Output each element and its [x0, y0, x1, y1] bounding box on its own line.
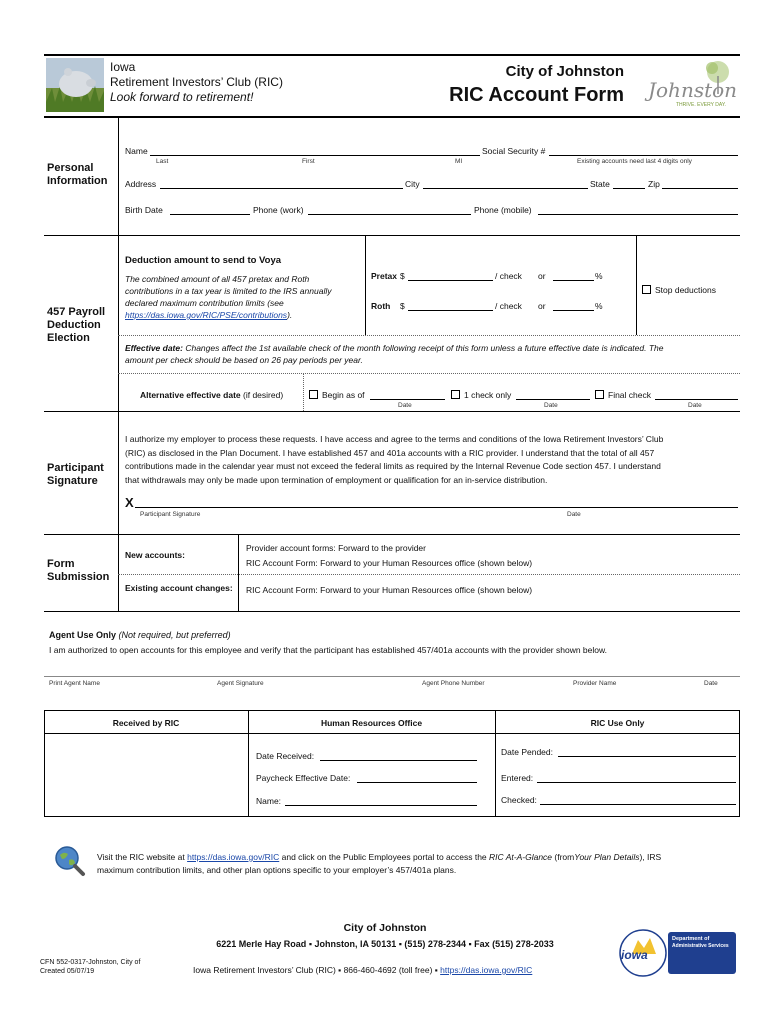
last-label: Last	[156, 158, 169, 165]
date-received-field[interactable]	[320, 751, 477, 761]
roth-or: or	[538, 301, 546, 311]
signature-date-caption: Date	[567, 511, 581, 518]
state-field[interactable]	[613, 179, 645, 189]
one-check-checkbox[interactable]	[451, 390, 460, 399]
footer-ric-line: Iowa Retirement Investors’ Club (RIC) ▪ 866-460-4692 (toll free) ▪ https://das.iowa.gov/RIC	[193, 965, 533, 975]
johnston-logo	[648, 58, 738, 112]
ssn-label: Social Security #	[482, 146, 546, 156]
phone-mobile-field[interactable]	[538, 205, 738, 215]
globe-search-icon	[52, 843, 86, 877]
final-check-date-field[interactable]	[655, 390, 738, 400]
pretax-per-check: / check	[495, 271, 522, 281]
checked-label: Checked:	[501, 795, 537, 805]
submission-section-label: Form Submission	[47, 558, 110, 583]
date-pended-field[interactable]	[558, 747, 736, 757]
date-received-label: Date Received:	[256, 751, 315, 761]
agent-title: Agent Use Only (Not required, but preferred)	[49, 630, 231, 640]
begin-label: Begin as of	[322, 390, 365, 400]
address-label: Address	[125, 179, 157, 189]
footer-ric-link[interactable]: https://das.iowa.gov/RIC	[440, 965, 533, 975]
entered-label: Entered:	[501, 773, 534, 783]
contributions-link[interactable]: https://das.iowa.gov/RIC/PSE/contributions	[125, 310, 288, 320]
name-field[interactable]	[150, 146, 480, 156]
final-check-checkbox[interactable]	[595, 390, 604, 399]
org-name-line1: Iowa	[110, 60, 136, 74]
one-check-date-caption: Date	[544, 402, 558, 409]
phone-work-label: Phone (work)	[253, 205, 304, 215]
payroll-section-label: 457 Payroll Deduction Election	[47, 306, 106, 344]
hr-name-field[interactable]	[285, 796, 477, 806]
final-check[interactable]	[595, 390, 651, 400]
roth-dollar: $	[400, 301, 405, 311]
ric-use-only-header: RIC Use Only	[590, 718, 645, 728]
pretax-pct: %	[595, 271, 603, 281]
pretax-percent-field[interactable]	[553, 271, 594, 281]
iowa-das-logo	[618, 928, 738, 978]
stop-deductions[interactable]	[642, 285, 716, 295]
participant-signature-field[interactable]	[135, 498, 738, 508]
city-title: City of Johnston	[505, 63, 624, 80]
birth-date-field[interactable]	[170, 205, 250, 215]
checked-field[interactable]	[540, 795, 736, 805]
one-check-only[interactable]	[451, 390, 511, 400]
state-label: State	[590, 179, 610, 189]
agent-phone-caption: Agent Phone Number	[422, 680, 485, 687]
org-tagline: Look forward to retirement!	[110, 90, 254, 104]
signature-section-label: Participant Signature	[47, 462, 104, 487]
entered-field[interactable]	[537, 773, 736, 783]
participant-signature-caption: Participant Signature	[140, 511, 201, 518]
form-title: RIC Account Form	[449, 84, 624, 106]
cfn-note: CFN 552-0317-Johnston, City of Created 05/07/19	[40, 959, 141, 975]
address-field[interactable]	[160, 179, 403, 189]
final-check-date-caption: Date	[688, 402, 702, 409]
begin-date-caption: Date	[398, 402, 412, 409]
roth-percent-field[interactable]	[553, 301, 594, 311]
logo-script: Johnston	[648, 78, 738, 102]
signature-x: X	[125, 495, 134, 510]
zip-field[interactable]	[662, 179, 738, 189]
effective-date-note	[125, 342, 737, 366]
roth-amount-field[interactable]	[408, 301, 493, 311]
personal-info-label: Personal Information	[47, 162, 108, 187]
begin-date-field[interactable]	[370, 390, 445, 400]
final-check-label: Final check	[608, 390, 651, 400]
one-check-date-field[interactable]	[516, 390, 590, 400]
name-label: Name	[125, 146, 148, 156]
provider-name-caption: Provider Name	[573, 680, 617, 687]
pretax-amount-field[interactable]	[408, 271, 493, 281]
phone-work-field[interactable]	[308, 205, 471, 215]
org-name-line2: Retirement Investors’ Club (RIC)	[110, 75, 283, 89]
effective-date-line2: amount per check should be based on 26 pay periods per year.	[125, 355, 363, 365]
effective-date-bold: Effective date:	[125, 343, 183, 353]
paycheck-effective-field[interactable]	[357, 773, 477, 783]
existing-accounts-line1: RIC Account Form: Forward to your Human Resources office (shown below)	[246, 585, 533, 595]
agent-signature-caption: Agent Signature	[217, 680, 264, 687]
date-pended-label: Date Pended:	[501, 747, 553, 757]
zip-label: Zip	[648, 179, 660, 189]
roth-label: Roth	[371, 301, 391, 311]
footer-address-line: 6221 Merle Hay Road ▪ Johnston, IA 50131 ▪ (515) 278-2344 ▪ Fax (515) 278-2033	[216, 939, 554, 949]
city-label: City	[405, 179, 420, 189]
authorization-text: I authorize my employer to process these requests. I have access and agree to the terms and conditions of the Iowa Retirement Investors’ Club (RIC) as disclosed in the Plan Document. I have established 457 and 401a accounts with a RIC provider. I understand that the total of all 457 contributions made in the calendar year must not exceed the federal limits as required by the Internal Revenue Code section 457. I understand that withdrawals may only be made upon termination of employment or qualification for an in-service distribution.	[125, 434, 664, 485]
deduction-title: Deduction amount to send to Voya	[125, 255, 282, 266]
das-line2: Administrative Services	[672, 943, 729, 949]
new-accounts-line2: RIC Account Form: Forward to your Human Resources office (shown below)	[246, 558, 533, 568]
alt-effective-label: Alternative effective date (if desired)	[140, 390, 284, 400]
hr-office-header: Human Resources Office	[320, 718, 423, 728]
phone-mobile-label: Phone (mobile)	[474, 205, 532, 215]
logo-tagline: THRIVE. EVERY DAY.	[676, 102, 726, 108]
roth-pct: %	[595, 301, 603, 311]
stop-deductions-checkbox[interactable]	[642, 285, 651, 294]
pretax-dollar: $	[400, 271, 405, 281]
contribution-note: The combined amount of all 457 pretax and Roth contributions in a tax year is limited to the IRS annually declared maximum contribution limits (see https://das.iowa.gov/RIC/PSE/contributions).	[125, 274, 332, 320]
pretax-or: or	[538, 271, 546, 281]
begin-checkbox[interactable]	[309, 390, 318, 399]
city-field[interactable]	[423, 179, 588, 189]
pretax-label: Pretax	[371, 271, 397, 281]
new-accounts-label: New accounts:	[125, 550, 185, 560]
begin-as-of[interactable]	[309, 390, 365, 400]
agent-text: I am authorized to open accounts for this employee and verify that the participant has established 457/401a accounts with the provider shown below.	[49, 645, 608, 655]
birth-date-label: Birth Date	[125, 205, 163, 215]
ssn-field[interactable]	[549, 146, 738, 156]
one-check-label: 1 check only	[464, 390, 512, 400]
stop-deductions-label: Stop deductions	[655, 285, 716, 295]
website-note: Visit the RIC website at https://das.iowa.gov/RIC and click on the Public Employees portal to access the RIC At-A-Glance (fromYour Plan Details), IRS maximum contribution limits, and other plan options specific to your employer’s 457/401a plans.	[97, 852, 662, 875]
existing-accounts-label: Existing account changes:	[125, 583, 233, 593]
footer-city: City of Johnston	[343, 922, 427, 934]
das-line1: Department of	[672, 936, 710, 942]
iowa-logo-text: iowa	[621, 948, 648, 962]
effective-date-line1: Changes affect the 1st available check of the month following receipt of this form unless a future effective date is indicated. The	[185, 343, 664, 353]
mi-label: MI	[455, 158, 463, 165]
hr-name-label: Name:	[256, 796, 282, 806]
roth-per-check: / check	[495, 301, 522, 311]
new-accounts-line1: Provider account forms: Forward to the provider	[246, 543, 426, 553]
ric-website-link[interactable]: https://das.iowa.gov/RIC	[187, 852, 280, 862]
paycheck-effective-label: Paycheck Effective Date:	[256, 773, 351, 783]
agent-date-caption: Date	[704, 680, 718, 687]
received-by-ric-header: Received by RIC	[112, 718, 180, 728]
piggy-bank-photo	[46, 58, 104, 112]
print-agent-name-caption: Print Agent Name	[49, 680, 100, 687]
ssn-note: Existing accounts need last 4 digits only	[577, 158, 692, 165]
first-label: First	[302, 158, 315, 165]
